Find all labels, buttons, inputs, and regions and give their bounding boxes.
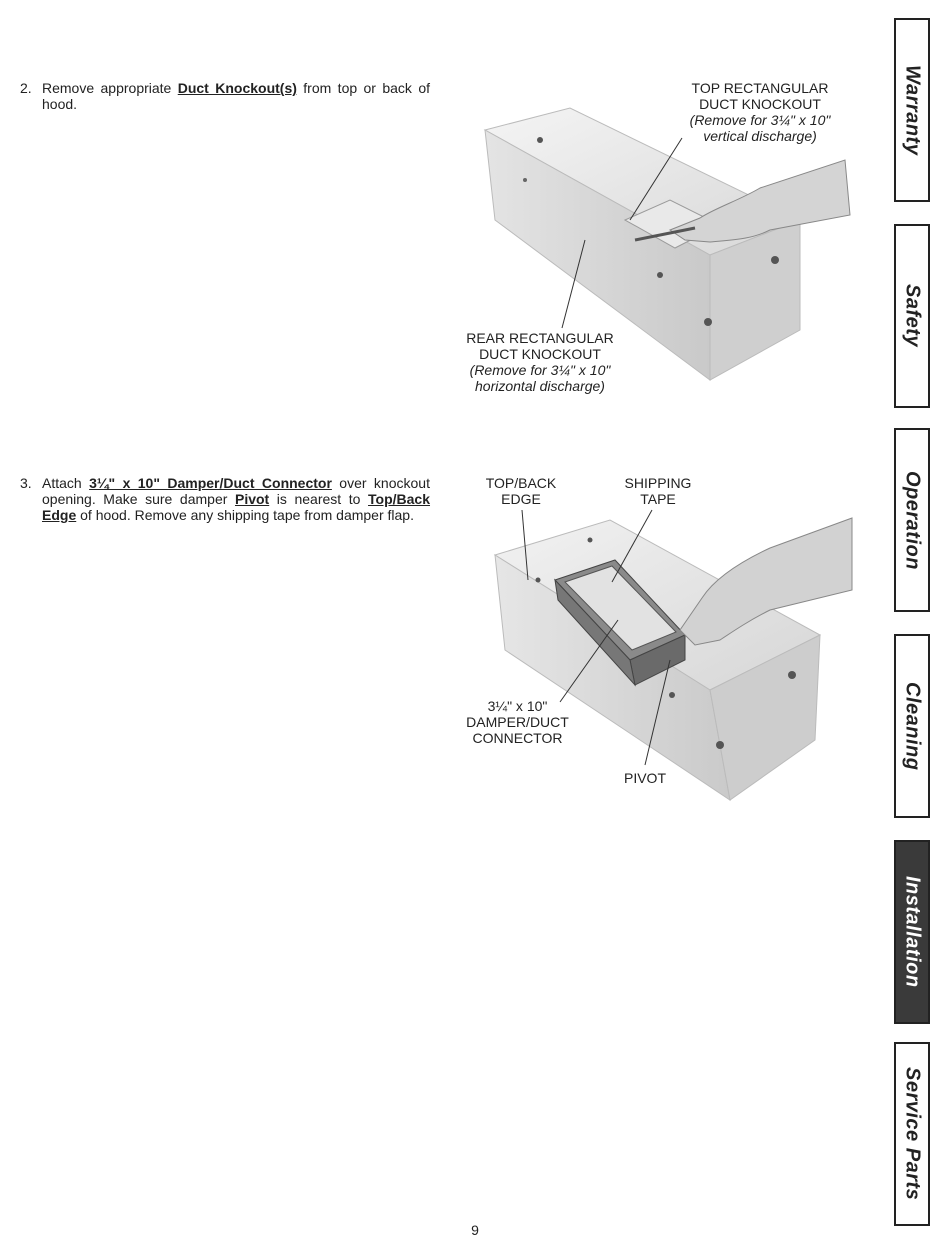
- tab-label: Installation: [901, 876, 924, 988]
- step-keyword: Top/Back Edge: [42, 491, 431, 523]
- step-text: from top or back of hood.: [42, 80, 430, 112]
- top-back-edge-label: [460, 475, 582, 507]
- label-line: REAR RECTANGULAR: [466, 330, 614, 346]
- tab-safety[interactable]: [894, 224, 930, 408]
- label-note: vertical discharge): [703, 128, 817, 144]
- page-number: 9: [471, 1222, 479, 1238]
- top-knockout-label: [670, 80, 850, 144]
- step-text: of hood. Remove any shipping tape from damper flap.: [76, 507, 414, 523]
- step-number: 3.: [20, 475, 32, 491]
- tab-label: Cleaning: [901, 681, 924, 771]
- step-number: 2.: [20, 80, 32, 96]
- rear-knockout-label: [450, 330, 630, 394]
- tab-label: Operation: [901, 470, 924, 570]
- step-2: [20, 80, 430, 112]
- label-line: DAMPER/DUCT: [466, 714, 569, 730]
- label-line: 3¼" x 10": [487, 698, 548, 714]
- label-line: CONNECTOR: [472, 730, 563, 746]
- step-text: Remove appropriate: [42, 80, 178, 96]
- step-text: over knockout opening. Make sure damper: [42, 475, 430, 507]
- step-text: is nearest to: [269, 491, 369, 507]
- label-note: (Remove for 3¼" x 10": [469, 362, 611, 378]
- damper-connector-label: [450, 698, 585, 746]
- label-line: SHIPPING: [624, 475, 692, 491]
- tab-label: Warranty: [901, 64, 924, 156]
- pivot-label: [610, 770, 680, 786]
- tab-warranty[interactable]: [894, 18, 930, 202]
- label-line: PIVOT: [623, 770, 666, 786]
- shipping-tape-label: [598, 475, 718, 507]
- tab-label: Service Parts: [901, 1067, 924, 1201]
- label-line: EDGE: [501, 491, 541, 507]
- tab-installation[interactable]: [894, 840, 930, 1024]
- tab-operation[interactable]: [894, 428, 930, 612]
- figure-duct-knockouts: [440, 70, 860, 400]
- step-keyword: Duct Knockout(s): [177, 80, 297, 96]
- step-keyword: Pivot: [234, 491, 270, 507]
- hood-illustration-damper: [440, 470, 860, 810]
- label-note: (Remove for 3¼" x 10": [689, 112, 831, 128]
- label-note: horizontal discharge): [475, 378, 605, 394]
- tab-cleaning[interactable]: [894, 634, 930, 818]
- step-keyword: 3¼" x 10" Damper/Duct Connector: [89, 475, 332, 491]
- label-line: DUCT KNOCKOUT: [479, 346, 601, 362]
- label-line: TOP/BACK: [485, 475, 557, 491]
- figure-damper-connector: [440, 470, 860, 810]
- label-line: TOP RECTANGULAR: [691, 80, 829, 96]
- tab-service-parts[interactable]: [894, 1042, 930, 1226]
- step-text: Attach: [42, 475, 90, 491]
- label-line: TAPE: [640, 491, 676, 507]
- tab-label: Safety: [901, 284, 924, 348]
- step-3: [20, 475, 431, 523]
- label-line: DUCT KNOCKOUT: [699, 96, 821, 112]
